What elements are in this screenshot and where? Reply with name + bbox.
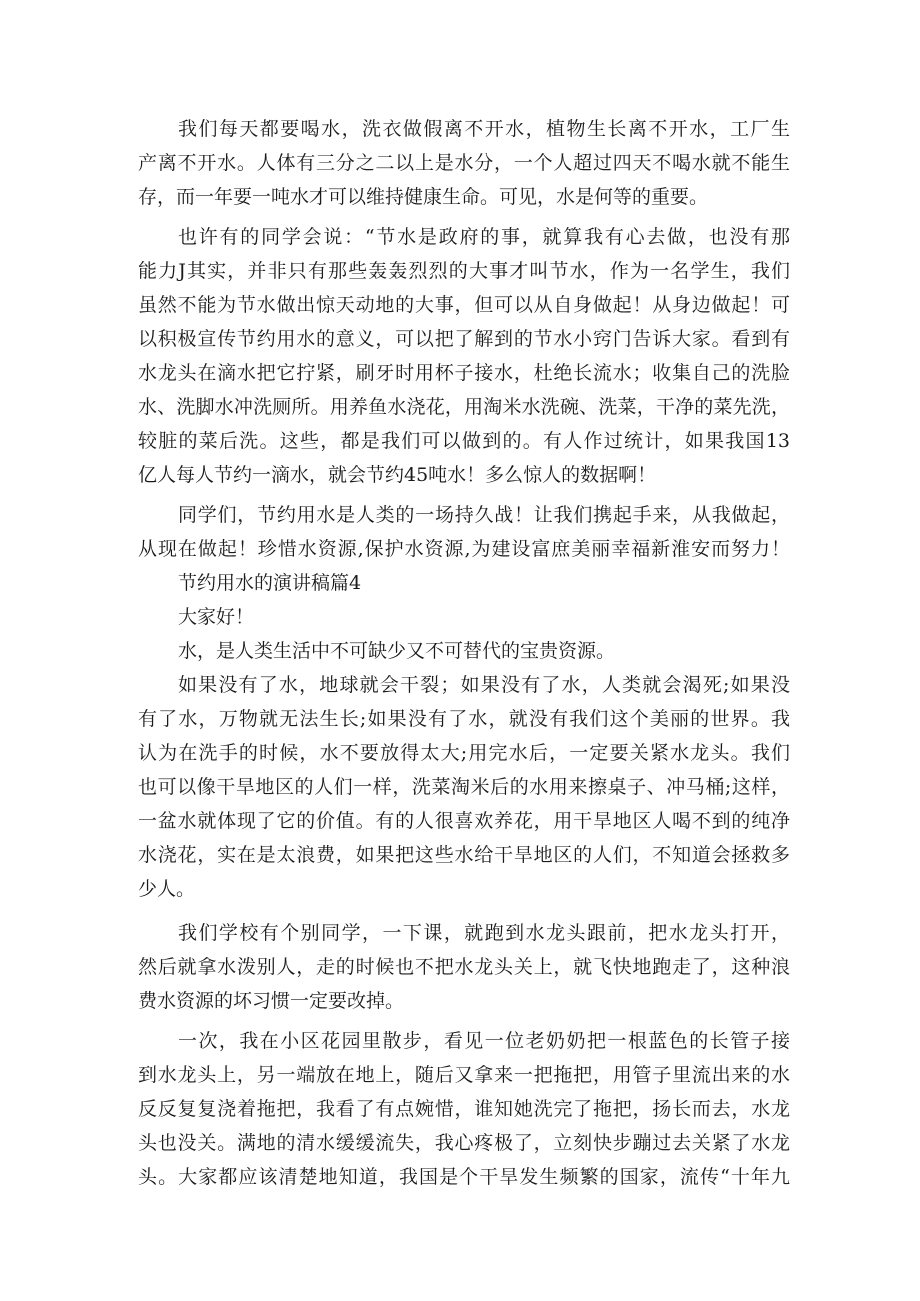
text-line: 也许有的同学会说：“节水是政府的事，就算我有心去做，也没有那 [178, 226, 790, 248]
text-line: 有了水，万物就无法生长;如果没有了水，就没有我们这个美丽的世界。我 [138, 708, 790, 730]
text-line: 水，是人类生活中不可缺少又不可替代的宝贵资源。 [178, 640, 616, 662]
text-line: 头。大家都应该清楚地知道，我国是个干旱发生频繁的国家，流传“十年九 [138, 1166, 790, 1188]
text-line: 认为在洗手的时候，水不要放得太大;用完水后，一定要关紧水龙头。我们 [138, 742, 790, 764]
section-heading: 节约用水的演讲稿篇4 [178, 572, 362, 594]
text-line: 以积极宣传节约用水的意义，可以把了解到的节水小窍门告诉大家。看到有 [138, 328, 790, 350]
text-line: 如果没有了水，地球就会干裂；如果没有了水，人类就会渴死;如果没 [178, 674, 790, 696]
document-body [138, 112, 790, 1194]
text-line: 反反复复浇着拖把，我看了有点婉惜，谁知她洗完了拖把，扬长而去，水龙 [138, 1098, 790, 1120]
text-line: 从现在做起！珍惜水资源,保护水资源,为建设富庶美丽幸福新淮安而努力！ [138, 538, 790, 560]
text-line: 然后就拿水泼别人，走的时候也不把水龙头关上，就飞快地跑走了，这种浪 [138, 956, 790, 978]
text-line: 一盆水就体现了它的价值。有的人很喜欢养花，用干旱地区人喝不到的纯净 [138, 810, 790, 832]
text-line: 一次，我在小区花园里散步，看见一位老奶奶把一根蓝色的长管子接 [178, 1030, 790, 1052]
text-line: 同学们，节约用水是人类的一场持久战！让我们携起手来，从我做起， [178, 504, 790, 526]
text-line: 虽然不能为节水做出惊天动地的大事，但可以从自身做起！从身边做起！可 [138, 294, 790, 316]
text-line: 亿人每人节约一滴水，就会节约45吨水！多么惊人的数据啊！ [138, 464, 657, 486]
text-line: 头也没关。满地的清水缓缓流失，我心疼极了，立刻快步蹦过去关紧了水龙 [138, 1132, 790, 1154]
text-line: 少人。 [138, 878, 196, 900]
text-line: 到水龙头上，另一端放在地上，随后又拿来一把拖把，用管子里流出来的水 [138, 1064, 790, 1086]
text-line: 较脏的菜后洗。这些，都是我们可以做到的。有人作过统计，如果我国13 [138, 430, 790, 452]
text-line: 我们每天都要喝水，洗衣做假离不开水，植物生长离不开水，工厂生 [178, 118, 790, 140]
text-line: 费水资源的坏习惯一定要改掉。 [138, 990, 405, 1012]
text-line: 我们学校有个别同学，一下课，就跑到水龙头跟前，把水龙头打开， [178, 922, 790, 944]
text-line: 水浇花，实在是太浪费，如果把这些水给干旱地区的人们，不知道会拯救多 [138, 844, 790, 866]
greeting: 大家好！ [178, 606, 255, 628]
text-line: 存，而一年要一吨水才可以维持健康生命。可见，水是何等的重要。 [138, 186, 709, 208]
text-line: 产离不开水。人体有三分之二以上是水分，一个人超过四天不喝水就不能生 [138, 152, 790, 174]
text-line: 水、洗脚水冲洗厕所。用养鱼水浇花，用淘米水洗碗、洗菜，干净的菜先洗， [138, 396, 790, 418]
text-line: 水龙头在滴水把它拧紧，刷牙时用杯子接水，杜绝长流水；收集自己的洗脸 [138, 362, 790, 384]
text-line: 能力J其实，并非只有那些轰轰烈烈的大事才叫节水，作为一名学生，我们 [138, 260, 790, 282]
text-line: 也可以像干旱地区的人们一样，洗菜淘米后的水用来擦桌子、冲马桶;这样， [138, 776, 790, 798]
